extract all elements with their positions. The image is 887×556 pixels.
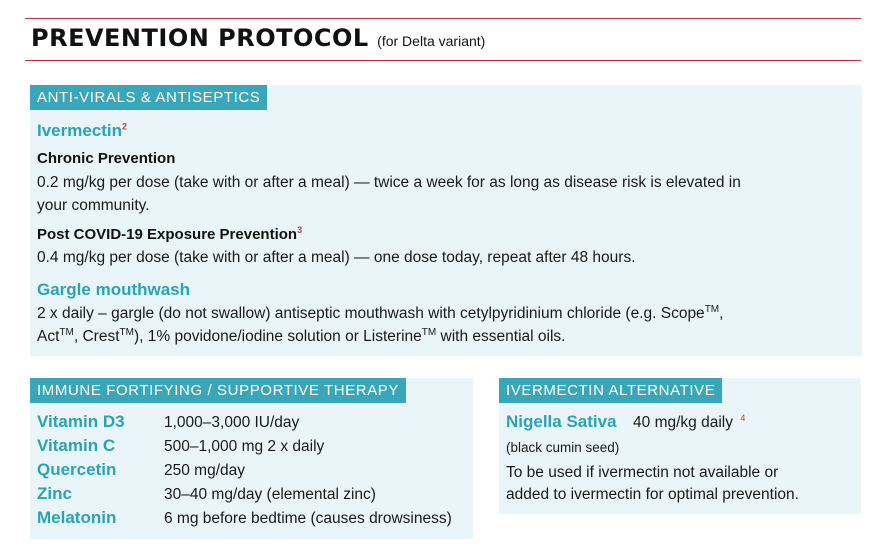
tm-mark: TM bbox=[59, 327, 74, 338]
post-exposure-ref: 3 bbox=[297, 225, 303, 235]
chronic-prevention-line2: your community. bbox=[37, 197, 150, 214]
gargle-line1-end: , bbox=[719, 305, 724, 323]
supplement-row bbox=[37, 436, 324, 456]
gargle-listerine: ), 1% povidone/iodine solution or Listerine bbox=[133, 328, 422, 346]
antivirals-panel bbox=[30, 85, 862, 356]
alternative-line1: To be used if ivermectin not available or bbox=[506, 464, 779, 481]
supplement-name: Zinc bbox=[37, 484, 72, 503]
title-main: PREVENTION PROTOCOL bbox=[31, 24, 369, 52]
ivermectin-name: Ivermectin bbox=[37, 121, 123, 140]
alternative-name: Nigella Sativa bbox=[506, 412, 617, 431]
ivermectin-ref: 2 bbox=[122, 121, 128, 132]
supplement-dose: 6 mg before bedtime bbox=[164, 510, 311, 527]
chronic-prevention-label: Chronic Prevention bbox=[37, 150, 176, 167]
supplement-row bbox=[37, 484, 376, 504]
alternative-ref: 4 bbox=[740, 412, 746, 423]
top-rule bbox=[25, 18, 861, 19]
alternative-heading: IVERMECTIN ALTERNATIVE bbox=[499, 378, 722, 403]
supplement-note: (causes drowsiness) bbox=[310, 510, 452, 527]
alternative-line2: added to ivermectin for optimal prevention. bbox=[506, 486, 799, 503]
ivermectin-title bbox=[37, 121, 127, 141]
post-exposure-title bbox=[37, 225, 302, 243]
supplement-row bbox=[37, 412, 299, 432]
page-title bbox=[31, 24, 485, 52]
alternative-panel bbox=[499, 378, 861, 514]
title-rule bbox=[25, 60, 861, 61]
supplement-dose: 500–1,000 mg 2 x daily bbox=[164, 438, 325, 455]
gargle-line2-end: with essential oils. bbox=[436, 328, 566, 346]
immune-heading: IMMUNE FORTIFYING / SUPPORTIVE THERAPY bbox=[30, 378, 406, 403]
gargle-crest: , Crest bbox=[73, 328, 120, 346]
supplement-dose: 1,000–3,000 IU/day bbox=[164, 414, 300, 431]
immune-panel bbox=[30, 378, 473, 539]
tm-mark: TM bbox=[704, 304, 720, 315]
supplement-name: Vitamin C bbox=[37, 436, 116, 455]
antivirals-heading: ANTI-VIRALS & ANTISEPTICS bbox=[30, 85, 267, 110]
post-exposure-label: Post COVID-19 Exposure Prevention bbox=[37, 226, 298, 243]
chronic-prevention-line1: 0.2 mg/kg per dose (take with or after a meal) — twice a week for as long as disease risk is elevated in bbox=[37, 174, 741, 191]
title-subtitle: (for Delta variant) bbox=[377, 33, 486, 49]
tm-mark: TM bbox=[119, 327, 134, 338]
supplement-note: (elemental zinc) bbox=[266, 486, 376, 503]
alternative-dose: 40 mg/kg daily bbox=[633, 414, 733, 431]
supplement-row bbox=[37, 460, 245, 480]
gargle-line2 bbox=[37, 327, 565, 346]
gargle-title: Gargle mouthwash bbox=[37, 280, 191, 299]
tm-mark: TM bbox=[421, 327, 437, 338]
supplement-dose: 250 mg/day bbox=[164, 462, 245, 479]
alternative-common-name: (black cumin seed) bbox=[506, 440, 620, 455]
supplement-dose: 30–40 mg/day bbox=[164, 486, 267, 503]
alternative-title-row bbox=[506, 412, 745, 432]
supplement-name: Quercetin bbox=[37, 460, 117, 479]
gargle-line1-text: 2 x daily – gargle (do not swallow) antiseptic mouthwash with cetylpyridinium chloride (e.g. Scope bbox=[37, 305, 705, 323]
gargle-line1 bbox=[37, 304, 723, 323]
post-exposure-text: 0.4 mg/kg per dose (take with or after a meal) — one dose today, repeat after 48 hours. bbox=[37, 249, 636, 266]
supplement-row bbox=[37, 508, 452, 528]
gargle-act: Act bbox=[37, 328, 60, 346]
supplement-name: Melatonin bbox=[37, 508, 117, 527]
supplement-name: Vitamin D3 bbox=[37, 412, 125, 431]
